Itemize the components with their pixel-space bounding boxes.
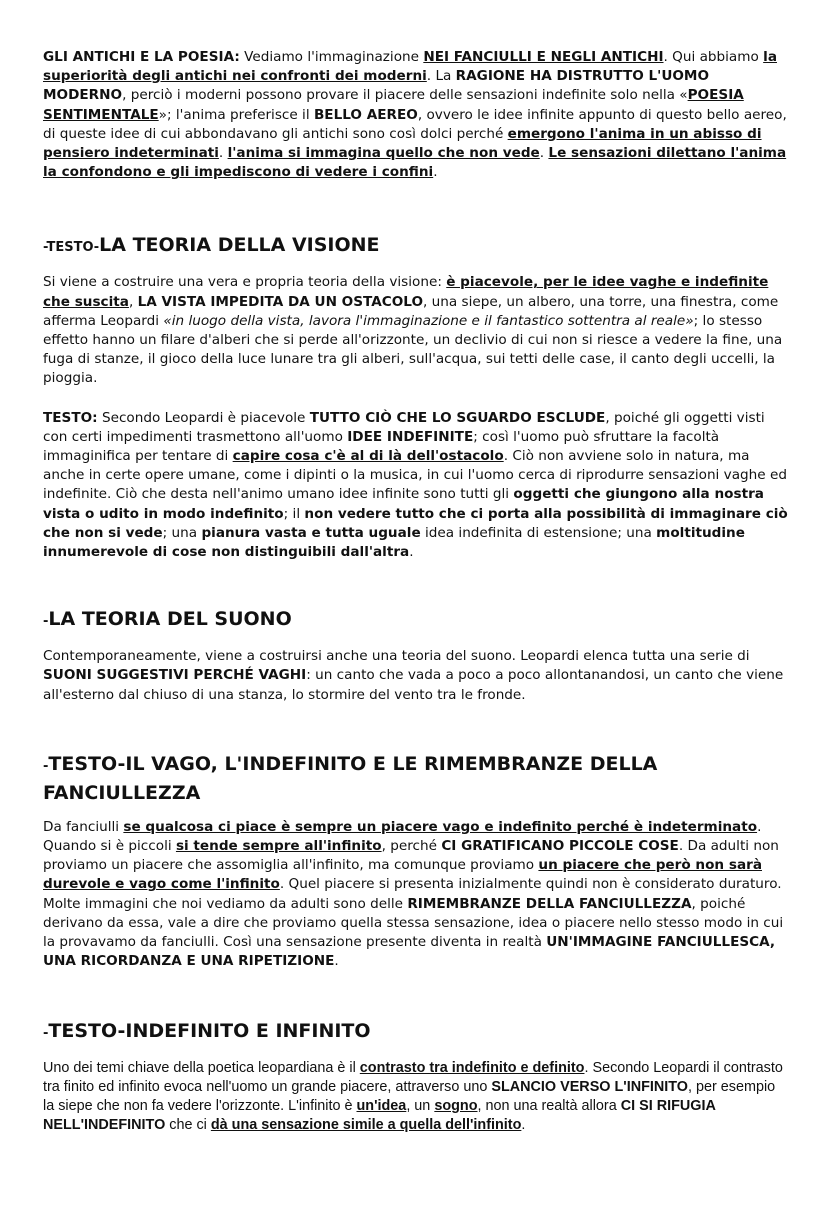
emphasis-span: TUTTO CIÒ CHE LO SGUARDO ESCLUDE: [309, 409, 606, 426]
emphasis-span: un piacere che però non sarà durevole e vago come l'infinito: [43, 857, 762, 893]
emphasis-span: POESIA SENTIMENTALE: [43, 87, 744, 123]
text-span: ; così l'uomo può sfruttare la facoltà immaginifica per tentare di: [43, 428, 720, 465]
text-span: , per esempio la siepe che non fa vedere l'orizzonte. L'infinito è: [43, 1078, 776, 1115]
text-span: Vediamo l'immaginazione: [239, 49, 424, 65]
emphasis-span: SUONI SUGGESTIVI PERCHÉ VAGHI: [43, 667, 307, 684]
text-span: .: [521, 1117, 526, 1134]
text-span: ; una: [162, 524, 202, 541]
emphasis-span: BELLO AEREO: [313, 106, 418, 123]
text-span: . Da adulti non proviamo un piacere che assomiglia all'infinito, ma comunque proviamo: [43, 838, 779, 874]
text-span: .: [218, 145, 228, 162]
text-span: Contemporaneamente, viene a costruirsi anche una teoria del suono. Leopardi elenca tutta una serie di: [43, 648, 750, 665]
emphasis-span: UN'IMMAGINE FANCIULLESCA, UNA RICORDANZA E UNA RIPETIZIONE: [43, 934, 776, 970]
heading-text: LA TEORIA DELLA VISIONE: [99, 234, 380, 257]
emphasis-span: è piacevole, per le idee vaghe e indefinite che suscita: [43, 274, 769, 310]
emphasis-span: moltitudine innumerevole di cose non distinguibili dall'altra: [43, 524, 745, 561]
text-span: , perciò i moderni possono provare il piacere delle sensazioni indefinite solo nella «: [122, 87, 688, 104]
section-heading-visione: [43, 232, 788, 261]
emphasis-span: IDEE INDEFINITE: [347, 428, 474, 445]
heading-text: TESTO-INDEFINITO E INFINITO: [48, 1019, 371, 1042]
text-span: .: [334, 953, 339, 970]
emphasis-span: l'anima si immagina quello che non vede: [227, 145, 540, 162]
emphasis-span: si tende sempre all'infinito: [175, 838, 382, 855]
text-span: . Secondo Leopardi il contrasto tra finito ed infinito evoca nell'uomo un grande piacere, attraverso uno: [43, 1059, 783, 1095]
heading-prefix: -: [43, 1025, 49, 1041]
text-span: »; l'anima preferisce il: [158, 106, 314, 123]
text-span: , una siepe, un albero, una torre, una finestra, come afferma Leopardi: [43, 293, 779, 329]
heading-prefix: -: [43, 758, 49, 774]
quote-span: «in luogo della vista, lavora l'immaginazione e il fantastico sottentra al reale»: [163, 312, 694, 329]
text-span: : un canto che vada a poco a poco allontanandosi, un canto che viene all'esterno dal chiuso di una stanza, lo stormire del vento tra le fronde.: [43, 667, 784, 703]
emphasis-span: sogno: [434, 1098, 478, 1115]
emphasis-span: CI SI RIFUGIA NELL'INDEFINITO: [43, 1098, 716, 1134]
text-span: ; lo stesso effetto hanno un filare d'alberi che si perde all'orizzonte, un declivio di cui non si riesce a vedere la fine, una fuga di stanze, il gioco della luce lunare tra gli alberi, sull'acqua, sui tetti delle case, il canto degli uccelli, la pioggia.: [43, 312, 783, 387]
text-span: .: [539, 145, 549, 162]
paragraph-indefinito: [43, 1059, 788, 1136]
emphasis-span: SLANCIO VERSO L'INFINITO: [491, 1078, 688, 1095]
text-span: ,: [128, 293, 138, 310]
text-span: Secondo Leopardi è piacevole: [97, 409, 310, 426]
text-span: Si viene a costruire una vera e propria teoria della visione:: [43, 274, 447, 291]
emphasis-span: Le sensazioni dilettano l'anima la confondono e gli impediscono di vedere i confini: [43, 145, 787, 181]
text-span: .: [433, 164, 438, 181]
text-span: , perché: [381, 838, 442, 855]
paragraph-visione-2: [43, 409, 788, 563]
heading-text: TESTO-IL VAGO, L'INDEFINITO E LE RIMEMBRANZE DELLA FANCIULLEZZA: [43, 752, 658, 804]
emphasis-span: non vedere tutto che ci porta alla possibilità di immaginare ciò che non si vede: [43, 505, 788, 541]
text-span: . Quando si è piccoli: [43, 818, 762, 855]
text-span: . Ciò non avviene solo in natura, ma anche in certe opere umane, come i dipinti o la musica, in cui l'uomo cerca di riprodurre sensazioni vaghe ed indefinite. Ciò che desta nell'animo umano idee infinite sono tutti gli: [43, 448, 787, 503]
paragraph-antichi-poesia: [43, 48, 788, 182]
emphasis-span: la superiorità degli antichi nei confronti dei moderni: [43, 49, 777, 85]
paragraph-suono: [43, 647, 788, 705]
text-span: che ci: [165, 1117, 211, 1134]
text-span: . Qui abbiamo: [663, 49, 764, 65]
text-span: .: [409, 544, 414, 561]
inline-label: TESTO:: [43, 409, 98, 426]
text-span: , ovvero le idee infinite appunto di questo bello aereo, di queste idee di cui abbondavano gli antichi sono così dolci perché: [43, 106, 787, 142]
text-span: Da fanciulli: [43, 818, 124, 835]
heading-prefix: -: [43, 614, 49, 630]
text-span: , poiché gli oggetti visti con certi impedimenti trasmettono all'uomo: [43, 409, 765, 445]
emphasis-span: capire cosa c'è al di là dell'ostacolo: [232, 448, 504, 465]
emphasis-span: dà una sensazione simile a quella dell'infinito: [210, 1117, 522, 1134]
emphasis-span: NEI FANCIULLI E NEGLI ANTICHI: [423, 49, 664, 65]
emphasis-span: se qualcosa ci piace è sempre un piacere vago e indefinito perché è indeterminato: [123, 818, 758, 835]
inline-label: GLI ANTICHI E LA POESIA:: [43, 49, 240, 65]
text-span: Uno dei temi chiave della poetica leopardiana è il: [43, 1059, 360, 1076]
paragraph-visione-1: [43, 273, 788, 388]
emphasis-span: CI GRATIFICANO PICCOLE COSE: [441, 838, 679, 855]
emphasis-span: pianura vasta e tutta uguale: [201, 524, 421, 541]
emphasis-span: RAGIONE HA DISTRUTTO L'UOMO MODERNO: [43, 68, 710, 104]
text-span: idea indefinita di estensione; una: [420, 524, 657, 541]
emphasis-span: RIMEMBRANZE DELLA FANCIULLEZZA: [407, 895, 692, 912]
text-span: ; il: [283, 505, 305, 522]
text-span: , un: [406, 1098, 435, 1115]
section-heading-suono: [43, 606, 788, 635]
emphasis-span: oggetti che giungono alla nostra vista o udito in modo indefinito: [43, 486, 764, 522]
paragraph-vago: [43, 818, 788, 972]
emphasis-span: LA VISTA IMPEDITA DA UN OSTACOLO: [137, 293, 424, 310]
text-span: . La: [426, 68, 456, 85]
section-heading-indefinito: [43, 1018, 788, 1047]
emphasis-span: contrasto tra indefinito e definito: [359, 1059, 585, 1076]
section-heading-vago: [43, 751, 788, 806]
text-span: , non una realtà allora: [477, 1098, 621, 1115]
text-span: . Quel piacere si presenta inizialmente quindi non è considerato duraturo. Molte immagini che noi vediamo da adulti sono delle: [43, 876, 782, 912]
emphasis-span: un'idea: [356, 1098, 407, 1115]
emphasis-span: emergono l'anima in un abisso di pensiero indeterminati: [43, 125, 762, 162]
heading-text: LA TEORIA DEL SUONO: [48, 608, 292, 631]
text-span: , poiché derivano da essa, vale a dire che proviamo quella stessa sensazione, idea o piacere nello stesso modo in cui la provavamo da fanciulli. Così una sensazione presente diventa in realtà: [43, 895, 784, 951]
heading-prefix: -TESTO-: [43, 240, 100, 256]
